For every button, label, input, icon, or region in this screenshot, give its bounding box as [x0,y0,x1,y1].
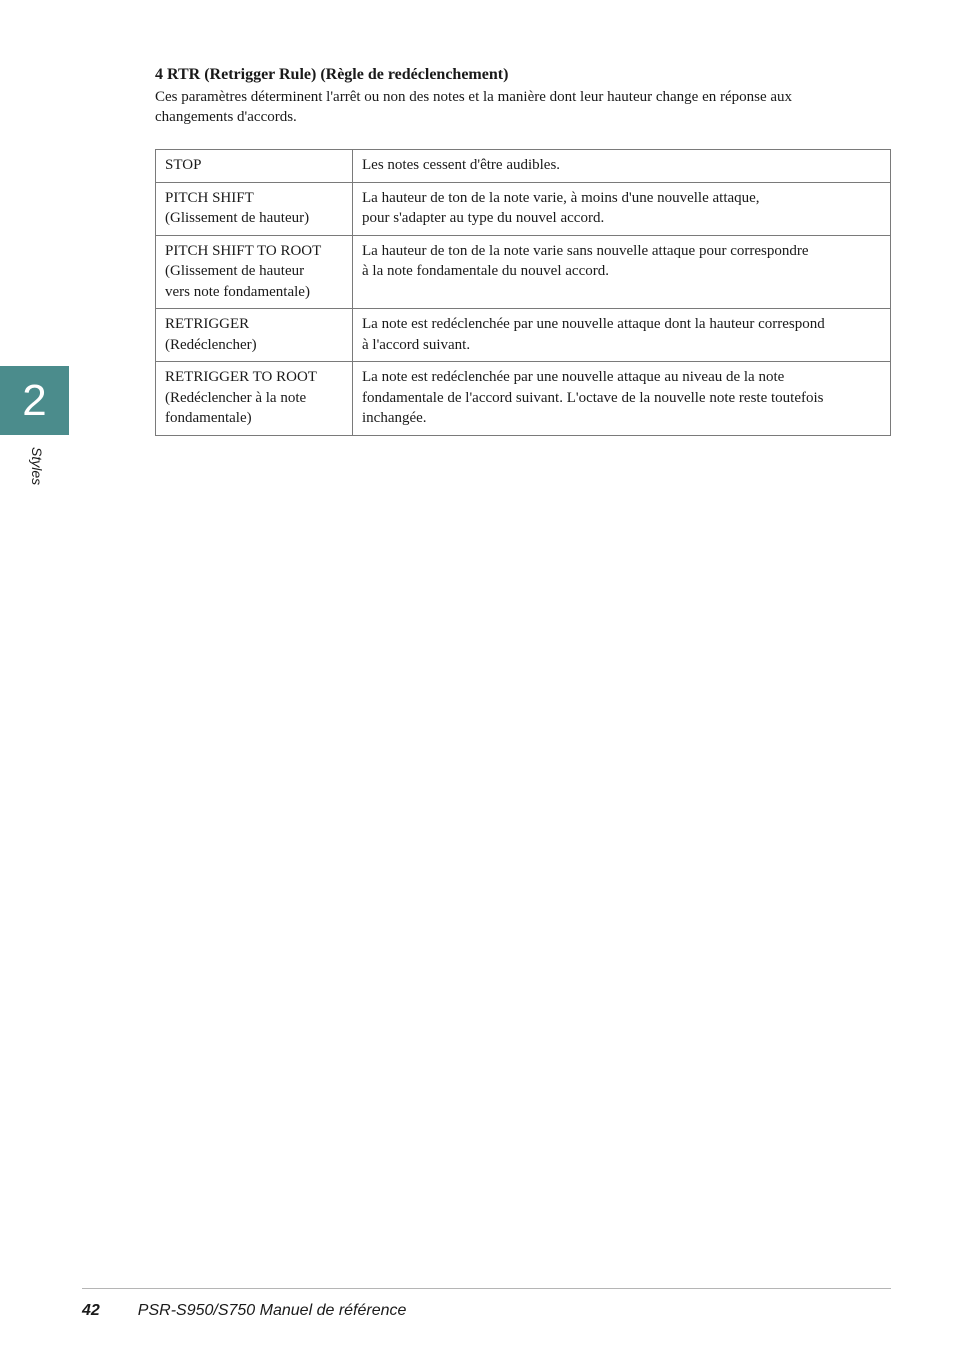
parameter-name: PITCH SHIFT TO ROOT [165,242,322,259]
parameter-description-cell [353,150,891,183]
section-title: 4 RTR (Retrigger Rule) (Règle de redéclenchement) [155,66,509,83]
table-row [156,362,891,436]
parameter-description: La note est redéclenchée par une nouvelle attaque au niveau de la note [362,369,785,385]
chapter-label-text: Styles [29,447,45,486]
footer-divider [82,1288,891,1289]
page-footer [82,1302,406,1320]
table-row [156,235,891,309]
parameter-name-subtitle: (Redéclencher) [165,336,257,353]
parameter-description: La hauteur de ton de la note varie, à moins d'une nouvelle attaque, [362,189,760,206]
parameter-name: PITCH SHIFT [165,189,254,206]
intro-line: changements d'accords. [155,109,297,125]
parameter-name-cell [156,150,353,183]
parameter-name-subtitle: vers note fondamentale) [165,283,310,300]
parameter-name: RETRIGGER [165,316,250,332]
parameter-name-cell [156,309,353,362]
table-row [156,309,891,362]
parameter-name-cell [156,235,353,309]
section-intro [155,87,891,127]
parameter-name-cell [156,182,353,235]
parameter-description: inchangée. [362,410,427,426]
parameter-description-cell [353,309,891,362]
parameter-description: La hauteur de ton de la note varie sans nouvelle attaque pour correspondre [362,242,809,259]
chapter-label [26,447,50,507]
parameter-description: pour s'adapter au type du nouvel accord. [362,210,605,226]
intro-line: Ces paramètres déterminent l'arrêt ou non des notes et la manière dont leur hauteur change en réponse aux [155,89,793,105]
page-number: 42 [82,1302,100,1319]
rtr-parameter-table [155,149,891,436]
parameter-description: à l'accord suivant. [362,336,471,353]
parameter-name-subtitle: (Redéclencher à la note [165,389,307,406]
parameter-description-cell [353,182,891,235]
parameter-name-cell [156,362,353,436]
parameter-name-subtitle: (Glissement de hauteur [165,263,305,279]
table-row [156,150,891,183]
rtr-section [155,65,891,127]
parameter-name-subtitle: (Glissement de hauteur) [165,210,310,226]
parameter-description-cell [353,235,891,309]
parameter-description: à la note fondamentale du nouvel accord. [362,263,609,279]
manual-title: PSR-S950/S750 Manuel de référence [137,1302,407,1319]
chapter-number-tab: 2 [0,366,69,435]
parameter-name: RETRIGGER TO ROOT [165,369,317,385]
parameter-description: Les notes cessent d'être audibles. [362,157,561,173]
parameter-description-cell [353,362,891,436]
parameter-description: La note est redéclenchée par une nouvelle attaque dont la hauteur correspond [362,316,825,332]
table-row [156,182,891,235]
parameter-name: STOP [165,157,202,173]
parameter-name-subtitle: fondamentale) [165,410,252,426]
parameter-description: fondamentale de l'accord suivant. L'octave de la nouvelle note reste toutefois [362,389,824,406]
